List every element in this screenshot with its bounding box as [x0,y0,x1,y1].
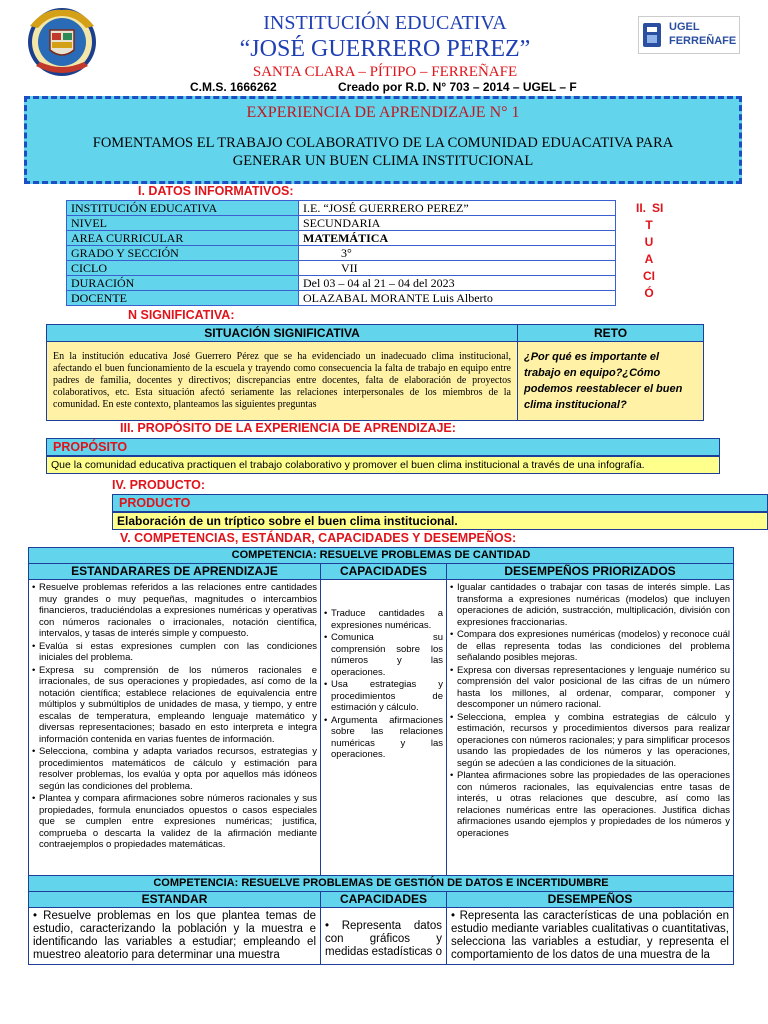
section-situacion-heading-cont: N SIGNIFICATIVA: [128,308,235,322]
section-datos-heading: I. DATOS INFORMATIVOS: [138,184,294,198]
situacion-table [46,324,704,421]
table-row [29,876,734,892]
capacidades-column-header: CAPACIDADES [321,564,447,580]
school-name: “JOSÉ GUERRERO PEREZ” [239,36,531,62]
capacidades-cell [321,580,447,876]
vertical-letter: SI [652,201,664,215]
situacion-text: En la institución educativa José Guerrero Pérez que se ha evidenciado un inadecuado clima institucional, afectando el buen funcionamiento de la escuela y trayendo como consecuencia la falta de trabajo en equipo entre padres de familia, docentes y directivos; discrepancias entre docentes, falta de elaboración de proyectos colaborativos, etc. Esta situación afectó seriamente las relaciones interpersonales de los miembros de la comunidad. En este contexto, planteamos las siguientes preguntas [47,342,518,421]
info-key: AREA CURRICULAR [67,231,299,246]
competencia-datos-title: COMPETENCIA: RESUELVE PROBLEMAS DE GESTIÓN DE DATOS E INCERTIDUMBRE [29,876,734,892]
estandar-cell [29,908,321,965]
section-proposito-heading: III. PROPÓSITO DE LA EXPERIENCIA DE APRENDIZAJE: [120,421,456,435]
proposito-label-box [46,438,720,456]
institution-label: INSTITUCIÓN EDUCATIVA [263,12,507,34]
info-value: I.E. “JOSÉ GUERRERO PEREZ” [299,201,616,216]
list-bullet: • [451,910,460,922]
vertical-letter: A [644,252,654,266]
section-competencias-heading: V. COMPETENCIAS, ESTÁNDAR, CAPACIDADES Y DESEMPEÑOS: [120,531,517,545]
table-row [47,325,704,342]
experience-title: EXPERIENCIA DE APRENDIZAJE N° 1 [246,104,520,121]
list-item: • Expresa con diversas representaciones y lenguaje numérico su comprensión del valor posicional de las cifras de un número hasta los millones, al ordenar, comparar, componer y descomponer un número racional. [450,665,730,711]
info-value: 3° [299,246,616,261]
list-item: • Argumenta afirmaciones sobre las relaciones numéricas y las operaciones. [324,715,443,761]
list-item: • Usa estrategias y procedimientos de estimación y cálculo. [324,679,443,714]
list-item: • Expresa su comprensión de los números racionales e irracionales, de sus operaciones y propiedades, así como de la notación científica; establece relaciones de equivalencia entre múltiplos y submúltiplos de unidades de masa, y tiempo, y entre escalas de temperatura, empleando lenguaje matemático y diversas representaciones; basado en esto interpreta e integra información contenida en varias fuentes de información. [32,665,317,746]
table-row [29,580,734,876]
competencias-table [28,547,734,965]
list-item: • Traduce cantidades a expresiones numéricas. [324,608,443,631]
table-row [67,201,616,216]
info-key: GRADO Y SECCIÓN [67,246,299,261]
experience-subtitle-line1: FOMENTAMOS EL TRABAJO COLABORATIVO DE LA COMUNIDAD EDUACATIVA PARA [92,135,674,151]
producto-label-box [112,494,768,512]
info-key: DURACIÓN [67,276,299,291]
ugel-logo [638,16,740,54]
table-row [67,291,616,306]
desempenos-column-header: DESEMPEÑOS [447,892,734,908]
table-row [29,892,734,908]
vertical-letter: Ó [644,286,654,300]
datos-informativos-table [66,200,616,306]
info-value: VII [299,261,616,276]
estandar-column-header: ESTANDAR [29,892,321,908]
table-row [29,548,734,564]
info-key: NIVEL [67,216,299,231]
estandares-column-header: ESTANDARARES DE APRENDIZAJE [29,564,321,580]
list-item: • Selecciona, combina y adapta variados recursos, estrategias y procedimientos matemáticos de cálculo y estimación para resolver problemas, los evalúa y opta por aquellos más idóneos según las condiciones del problema. [32,746,317,792]
desempenos-cell [447,580,734,876]
table-row [67,231,616,246]
desempeno-text: Representa las características de una población en estudio mediante variables cualitativas o cuantitativas, selecciona las variables a estudiar, y representa el comportamiento de los datos de una muestra de la [451,910,729,961]
location-line: SANTA CLARA – PÍTIPO – FERREÑAFE [252,64,518,80]
cms-code: C.M.S. 1666262 [190,80,277,94]
estandares-cell [29,580,321,876]
table-row [47,342,704,421]
table-row [67,246,616,261]
proposito-label: PROPÓSITO [53,440,128,454]
capacidades-column-header: CAPACIDADES [321,892,447,908]
info-key: DOCENTE [67,291,299,306]
vertical-letter: II. [635,201,646,215]
list-bullet: • [33,910,44,922]
list-item: • Evalúa si estas expresiones cumplen con las condiciones iniciales del problema. [32,641,317,664]
list-bullet: • [325,920,342,932]
school-crest-logo [24,6,100,78]
table-row [67,276,616,291]
table-row [67,216,616,231]
info-value: SECUNDARIA [299,216,616,231]
list-item: • Plantea afirmaciones sobre las propiedades de las operaciones con números racionales, las equivalencias entre tasas de interés, u otras relaciones que descubre, así como las relaciones numéricas entre las operaciones. Justifica dichas afirmaciones usando ejemplos y propiedades de los números y operaciones [450,770,730,839]
info-key: CICLO [67,261,299,276]
resolution-number: Creado por R.D. N° 703 – 2014 – UGEL – F [338,80,577,94]
reto-column-header: RETO [518,325,704,342]
vertical-letter: T [645,218,653,232]
table-row [29,564,734,580]
info-value: OLAZABAL MORANTE Luis Alberto [299,291,616,306]
capacidad-cell [321,908,447,965]
proposito-text: Que la comunidad educativa practiquen el trabajo colaborativo y promover el buen clima institucional a través de una infografía. [46,456,720,474]
section-producto-heading: IV. PRODUCTO: [112,478,206,492]
situacion-column-header: SITUACIÓN SIGNIFICATIVA [47,325,518,342]
experience-subtitle [24,134,742,170]
competencia-cantidad-title: COMPETENCIA: RESUELVE PROBLEMAS DE CANTIDAD [29,548,734,564]
ugel-logo-line1: UGEL [669,21,700,33]
info-value: MATEMÁTICA [299,231,616,246]
table-row [67,261,616,276]
list-item: • Comunica su comprensión sobre los números y las operaciones. [324,632,443,678]
info-value: Del 03 – 04 al 21 – 04 del 2023 [299,276,616,291]
capacidad-text: Representa datos con gráficos y medidas estadísticas o [325,920,442,958]
vertical-letter: CI [643,269,655,283]
list-item: • Resuelve problemas referidos a las relaciones entre cantidades muy grandes o muy pequeñas, magnitudes o intercambios financieros, traduciéndolas a expresiones numéricas y operativas con números racionales o irracionales, notación científica, intervalos, y tasas de interés simple y compuesto. [32,582,317,640]
experience-subtitle-line2: GENERAR UN BUEN CLIMA INSTITUCIONAL [232,153,534,169]
desempeno-cell [447,908,734,965]
section-situacion-heading-vertical [635,200,664,302]
list-item: • Compara dos expresiones numéricas (modelos) y reconoce cuál de ellas representa todas las condiciones del problema señalando posibles mejoras. [450,629,730,664]
producto-label: PRODUCTO [119,496,191,510]
list-item: • Plantea y compara afirmaciones sobre números racionales y sus propiedades, formula enunciados opuestos o casos especiales que se cumplen entre expresiones numéricas; justifica, comprueba o descarta la validez de la afirmación mediante contraejemplos o propiedades matemáticas. [32,793,317,851]
info-key: INSTITUCIÓN EDUCATIVA [67,201,299,216]
producto-text: Elaboración de un tríptico sobre el buen clima institucional. [112,512,768,530]
list-item: • Igualar cantidades o trabajar con tasas de interés simple. Las transforma a expresiones numéricas (modelos) que incluyen operaciones de adición, sustracción, multiplicación, división con expresiones fraccionarias. [450,582,730,628]
estandar-text: Resuelve problemas en los que plantea temas de estudio, caracterizando la población y la muestra e identificando las variables a estudiar; empleando el muestreo aleatorio para determinar una muestra [33,910,316,961]
desempenos-column-header: DESEMPEÑOS PRIORIZADOS [447,564,734,580]
ugel-logo-line2: FERREÑAFE [669,35,737,47]
list-item: • Selecciona, emplea y combina estrategias de cálculo y estimación, recursos y procedimientos diversos para realizar operaciones con números racionales; y para simplificar procesos usando las propiedades de los números y las operaciones, según se adecúen a las condiciones de la situación. [450,712,730,770]
table-row [29,908,734,965]
vertical-letter: U [644,235,654,249]
reto-text: ¿Por qué es importante el trabajo en equipo?¿Cómo podemos reestablecer el buen clima institucional? [518,342,704,421]
